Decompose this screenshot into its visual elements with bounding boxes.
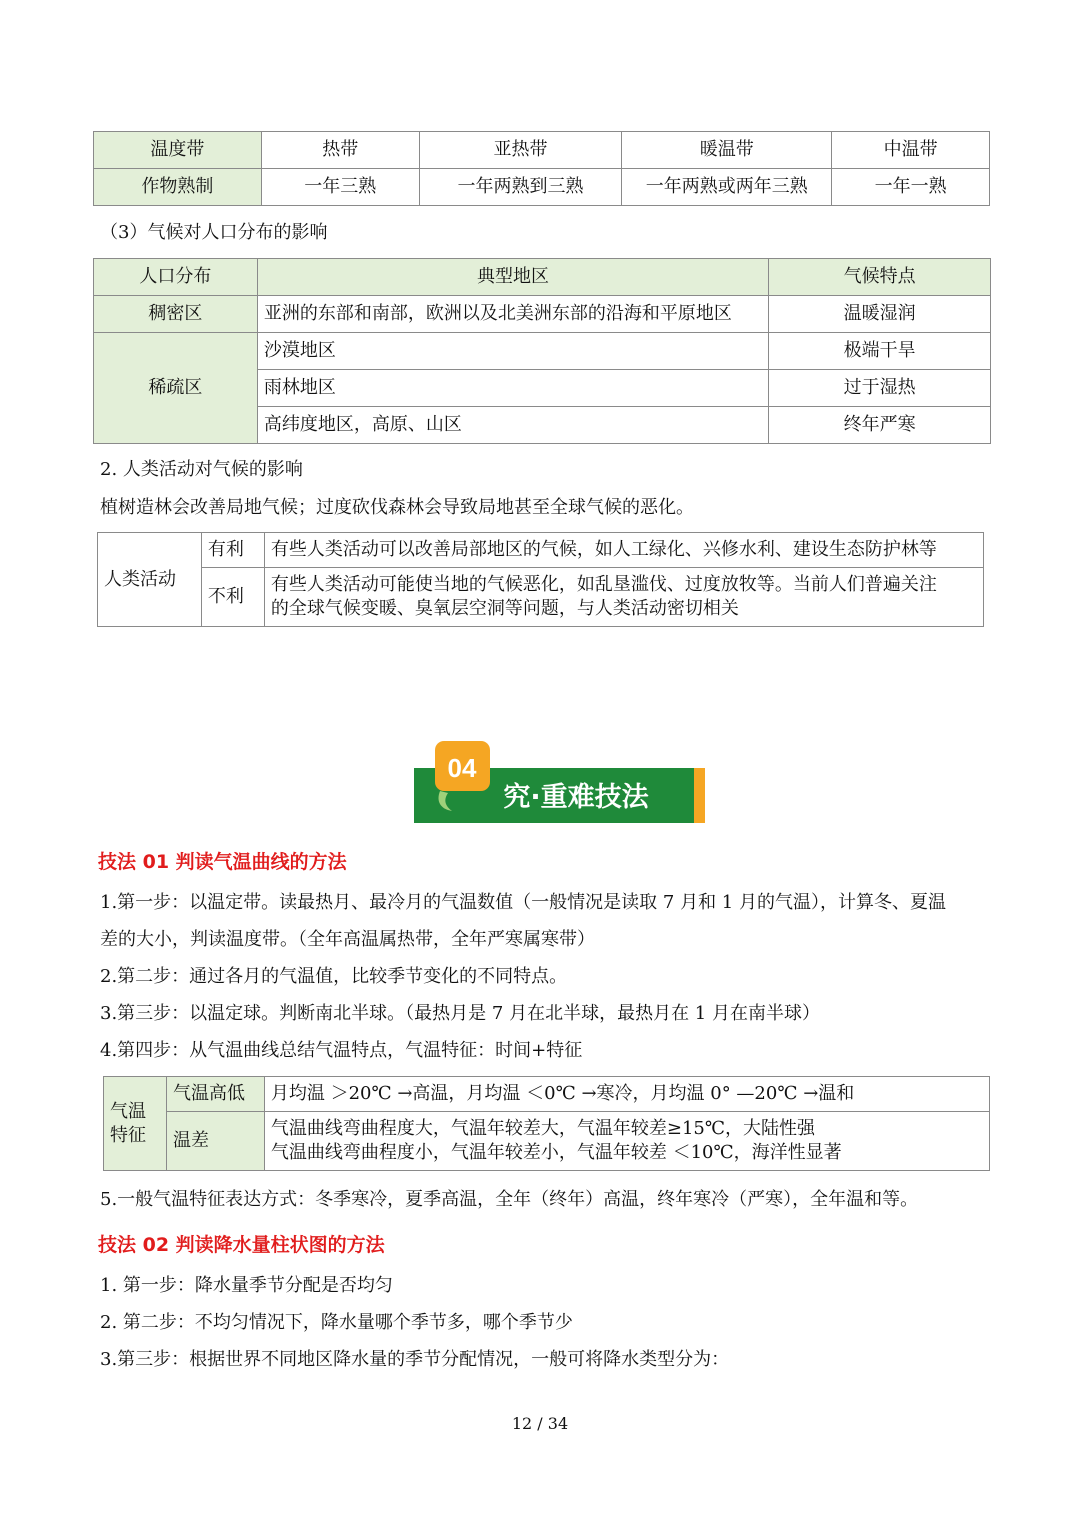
table-cell [104, 1077, 167, 1171]
temperature-feature-table [103, 1076, 990, 1171]
paragraph: 1.第一步：以温定带。读最热月、最冷月的气温数值（一般情况是读取 7 月和 1 月的气温），计算冬、夏温 [100, 892, 946, 913]
population-table [93, 258, 991, 444]
paragraph: 差的大小，判读温度带。（全年高温属热带，全年严寒属寒带） [100, 929, 595, 950]
table-cell: 有利 [201, 533, 264, 568]
table-cell: 高纬度地区，高原、山区 [257, 407, 768, 444]
table-cell: 极端干旱 [769, 333, 991, 370]
table-row [94, 296, 991, 333]
cell-line: 的全球气候变暖、臭氧层空洞等问题，与人类活动密切相关 [270, 598, 739, 619]
table-cell: 人类活动 [98, 533, 202, 627]
table-cell: 终年严寒 [769, 407, 991, 444]
table-row [98, 568, 984, 627]
table-cell: 过于湿热 [769, 370, 991, 407]
table-cell: 稠密区 [94, 296, 258, 333]
table-row [104, 1077, 990, 1112]
table-cell: 温差 [166, 1112, 264, 1171]
table-cell: 气温高低 [166, 1077, 264, 1112]
table-cell: 沙漠地区 [257, 333, 768, 370]
crop-system-table [93, 131, 990, 206]
cell-line: 气温曲线弯曲程度小，气温年较差小，气温年较差 ＜10℃，海洋性显著 [270, 1142, 842, 1163]
paragraph: 2.第二步：通过各月的气温值，比较季节变化的不同特点。 [100, 966, 568, 987]
table-cell: 雨林地区 [257, 370, 768, 407]
table-cell: 中温带 [832, 132, 990, 169]
table-cell: 有些人类活动可以改善局部地区的气候，如人工绿化、兴修水利、建设生态防护林等 [264, 533, 983, 568]
method-title: 技法 01 判读气温曲线的方法 [98, 851, 347, 873]
table-cell: 一年一熟 [832, 169, 990, 206]
cell-line: 有些人类活动可能使当地的气候恶化，如乱垦滥伐、过度放牧等。当前人们普遍关注 [270, 574, 937, 595]
table-header: 典型地区 [257, 259, 768, 296]
table-row [94, 169, 990, 206]
table-cell [264, 568, 983, 627]
cell-line: 气温曲线弯曲程度大，气温年较差大，气温年较差≥15℃，大陆性强 [270, 1118, 815, 1139]
table-header: 气候特点 [769, 259, 991, 296]
section-heading: 2. 人类活动对气候的影响 [100, 459, 303, 480]
paragraph: 4.第四步：从气温曲线总结气温特点，气温特征：时间+特征 [100, 1040, 583, 1061]
table-header: 人口分布 [94, 259, 258, 296]
table-cell: 暖温带 [622, 132, 832, 169]
table-row [94, 259, 991, 296]
banner-accent [694, 768, 705, 823]
paragraph: 5.一般气温特征表达方式：冬季寒冷，夏季高温，全年（终年）高温，终年寒冷（严寒），全年温和等。 [100, 1189, 919, 1210]
table-cell: 一年两熟到三熟 [419, 169, 622, 206]
banner-title: 究·重难技法 [503, 782, 649, 813]
cell-line: 特征 [110, 1124, 146, 1146]
table-cell: 温度带 [94, 132, 262, 169]
table-cell: 亚洲的东部和南部，欧洲以及北美洲东部的沿海和平原地区 [257, 296, 768, 333]
table-cell: 不利 [201, 568, 264, 627]
cell-line: 气温 [110, 1100, 146, 1122]
table-cell: 一年两熟或两年三熟 [622, 169, 832, 206]
table-row [94, 333, 991, 370]
section-heading: （3）气候对人口分布的影响 [100, 222, 328, 243]
table-cell [264, 1112, 989, 1171]
paragraph: 2. 第二步：不均匀情况下，降水量哪个季节多，哪个季节少 [100, 1312, 573, 1333]
paragraph: 植树造林会改善局地气候；过度砍伐森林会导致局地甚至全球气候的恶化。 [100, 497, 694, 518]
page-number: 12 / 34 [511, 1414, 569, 1433]
table-row [98, 533, 984, 568]
table-row [94, 132, 990, 169]
table-cell: 月均温 ＞20℃ →高温，月均温 ＜0℃ →寒冷，月均温 0° —20℃ →温和 [264, 1077, 989, 1112]
section-banner [414, 741, 705, 823]
paragraph: 3.第三步：以温定球。判断南北半球。（最热月是 7 月在北半球，最热月在 1 月在南半球） [100, 1003, 820, 1024]
paragraph: 1. 第一步：降水量季节分配是否均匀 [100, 1275, 393, 1296]
table-row [104, 1112, 990, 1171]
table-cell: 亚热带 [419, 132, 622, 169]
human-activity-table [97, 532, 984, 627]
method-title: 技法 02 判读降水量柱状图的方法 [98, 1234, 385, 1256]
banner-number: 04 [447, 753, 477, 783]
table-cell: 热带 [261, 132, 419, 169]
paragraph: 3.第三步：根据世界不同地区降水量的季节分配情况，一般可将降水类型分为： [100, 1349, 730, 1370]
table-cell: 稀疏区 [94, 333, 258, 444]
table-cell: 作物熟制 [94, 169, 262, 206]
table-cell: 一年三熟 [261, 169, 419, 206]
table-cell: 温暖湿润 [769, 296, 991, 333]
